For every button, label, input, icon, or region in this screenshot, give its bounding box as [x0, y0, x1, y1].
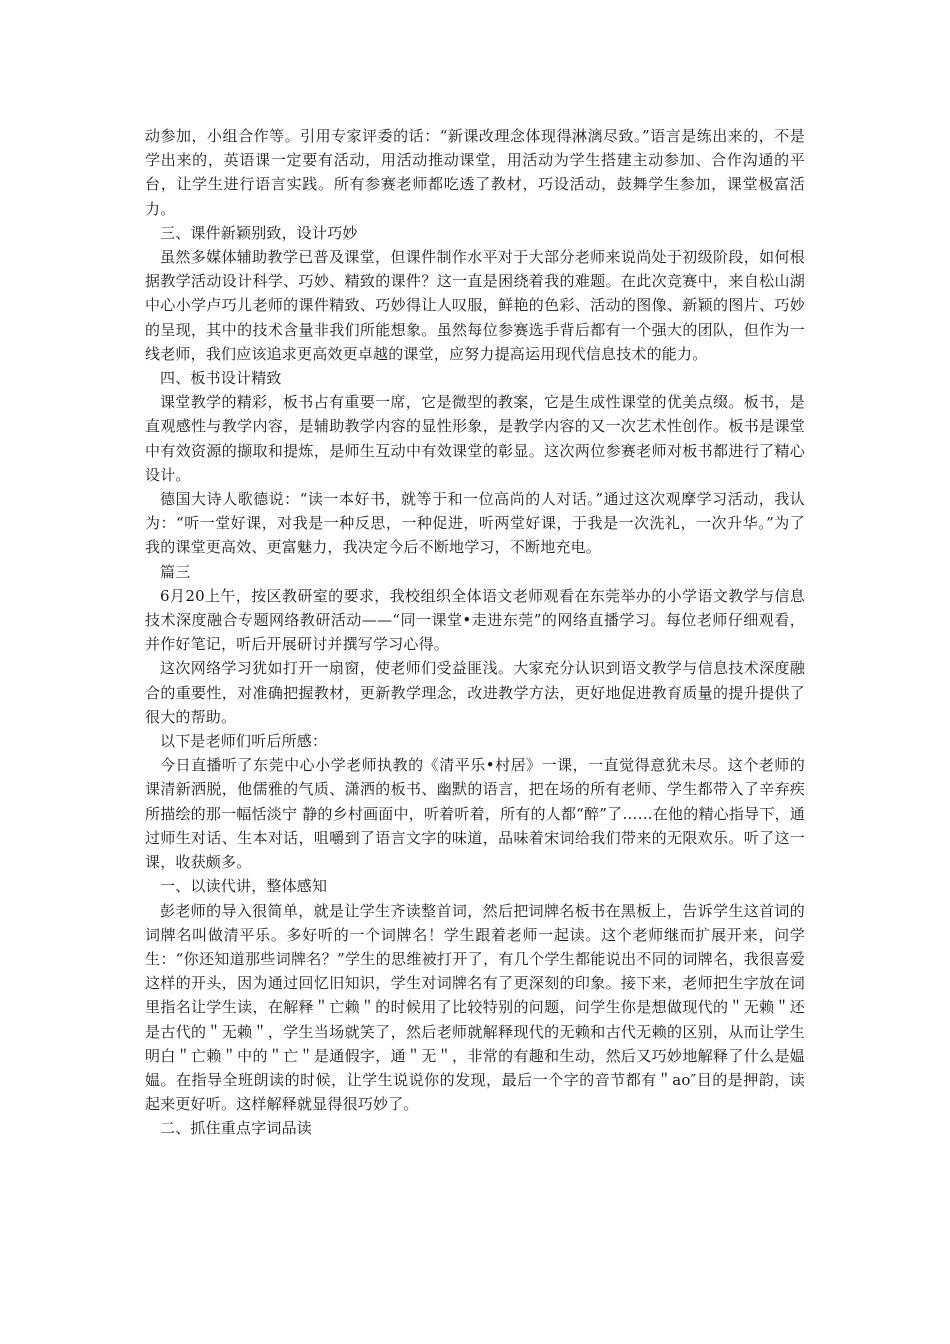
- section-heading: 三、课件新颖别致，设计巧妙: [160, 223, 358, 242]
- paragraph: 彭老师的导入很简单，就是让学生齐读整首词，然后把词牌名板书在黑板上，告诉学生这首词的词牌名叫做清平乐。多好听的一个词牌名！学生跟着老师一起读。这个老师继而扩展开来，问学生：“你还知道那些词牌名？”学生的思维被打开了，有几个学生都能说出不同的词牌名，我很喜爱这样的开头，因为通过回忆旧知识，学生对词牌名有了更深刻的印象。接下来，老师把生字放在词里指名让学生读，在解释＂亡赖＂的时候用了比较特别的问题，问学生你是想做现代的＂无赖＂还是古代的＂无赖＂，学生当场就笑了，然后老师就解释现代的无赖和古代无赖的区别，从而让学生明白＂亡赖＂中的＂亡＂是通假字，通＂无＂，非常的有趣和生动，然后又巧妙地解释了什么是媪媪。在指导全班朗读的时候，让学生说说你的发现，最后一个字的音节都有＂ao″目的是押韵，读起来更好听。这样解释就显得很巧妙了。: [145, 901, 805, 1114]
- section-heading: 以下是老师们听后所感：: [160, 732, 328, 751]
- paragraph: 这次网络学习犹如打开一扇窗，使老师们受益匪浅。大家充分认识到语文教学与信息技术深度融合的重要性，对准确把握教材，更新教学理念，改进教学方法，更好地促进教育质量的提升提供了很大的帮助。: [145, 659, 805, 726]
- section-heading: 二、抓住重点字词品读: [160, 1119, 313, 1138]
- paragraph: 课堂教学的精彩，板书占有重要一席，它是微型的教案，它是生成性课堂的优美点缀。板书，是直观感性与教学内容，是辅助教学内容的显性形象，是教学内容的又一次艺术性创作。板书是课堂中有效资源的撷取和提炼，是师生互动中有效课堂的彰显。这次两位参赛老师对板书都进行了精心设计。: [145, 393, 805, 484]
- paragraph: 虽然多媒体辅助教学已普及课堂，但课件制作水平对于大部分老师来说尚处于初级阶段，如何根据教学活动设计科学、巧妙、精致的课件？这一直是困绕着我的难题。在此次竞赛中，来自松山湖中心小学卢巧儿老师的课件精致、巧妙得让人叹服，鲜艳的色彩、活动的图像、新颖的图片、巧妙的呈现，其中的技术含量非我们所能想象。虽然每位参赛选手背后都有一个强大的团队，但作为一线老师，我们应该追求更高效更卓越的课堂，应努力提高运用现代信息技术的能力。: [145, 248, 805, 363]
- section-heading: 篇三: [160, 562, 191, 581]
- paragraph: 德国大诗人歌德说：“读一本好书，就等于和一位高尚的人对话。”通过这次观摩学习活动，我认为：“听一堂好课，对我是一种反思，一种促进，听两堂好课，于我是一次洗礼，一次升华。”为了我的课堂更高效、更富魅力，我决定今后不断地学习，不断地充电。: [145, 490, 805, 557]
- section-heading: 四、板书设计精致: [160, 369, 282, 388]
- section-heading: 一、以读代讲，整体感知: [160, 877, 328, 896]
- paragraph: 6月20上午，按区教研室的要求，我校组织全体语文老师观看在东莞举办的小学语文教学与信息技术深度融合专题网络教研活动——“同一课堂•走进东莞”的网络直播学习。每位老师仔细观看，并作好笔记，听后开展研讨并撰写学习心得。: [145, 586, 805, 654]
- document-page: [145, 124, 805, 1141]
- paragraph: 今日直播听了东莞中心小学老师执教的《清平乐•村居》一课，一直觉得意犹未尽。这个老师的课清新洒脱，他儒雅的气质、潇洒的板书、幽默的语言，把在场的所有老师、学生都带入了辛弃疾所描绘的那一幅恬淡宁 静的乡村画面中，听着听着，所有的人都“醉”了……在他的精心指导下，通过师生对话、生本对话，咀嚼到了语言文字的味道，品味着宋词给我们带来的无限欢乐。听了这一课，收获颇多。: [145, 756, 805, 872]
- paragraph: 动参加，小组合作等。引用专家评委的话：“新课改理念体现得淋漓尽致。”语言是练出来的，不是学出来的，英语课一定要有活动，用活动推动课堂，用活动为学生搭建主动参加、合作沟通的平台，让学生进行语言实践。所有参赛老师都吃透了教材，巧设活动，鼓舞学生参加，课堂极富活力。: [145, 127, 805, 218]
